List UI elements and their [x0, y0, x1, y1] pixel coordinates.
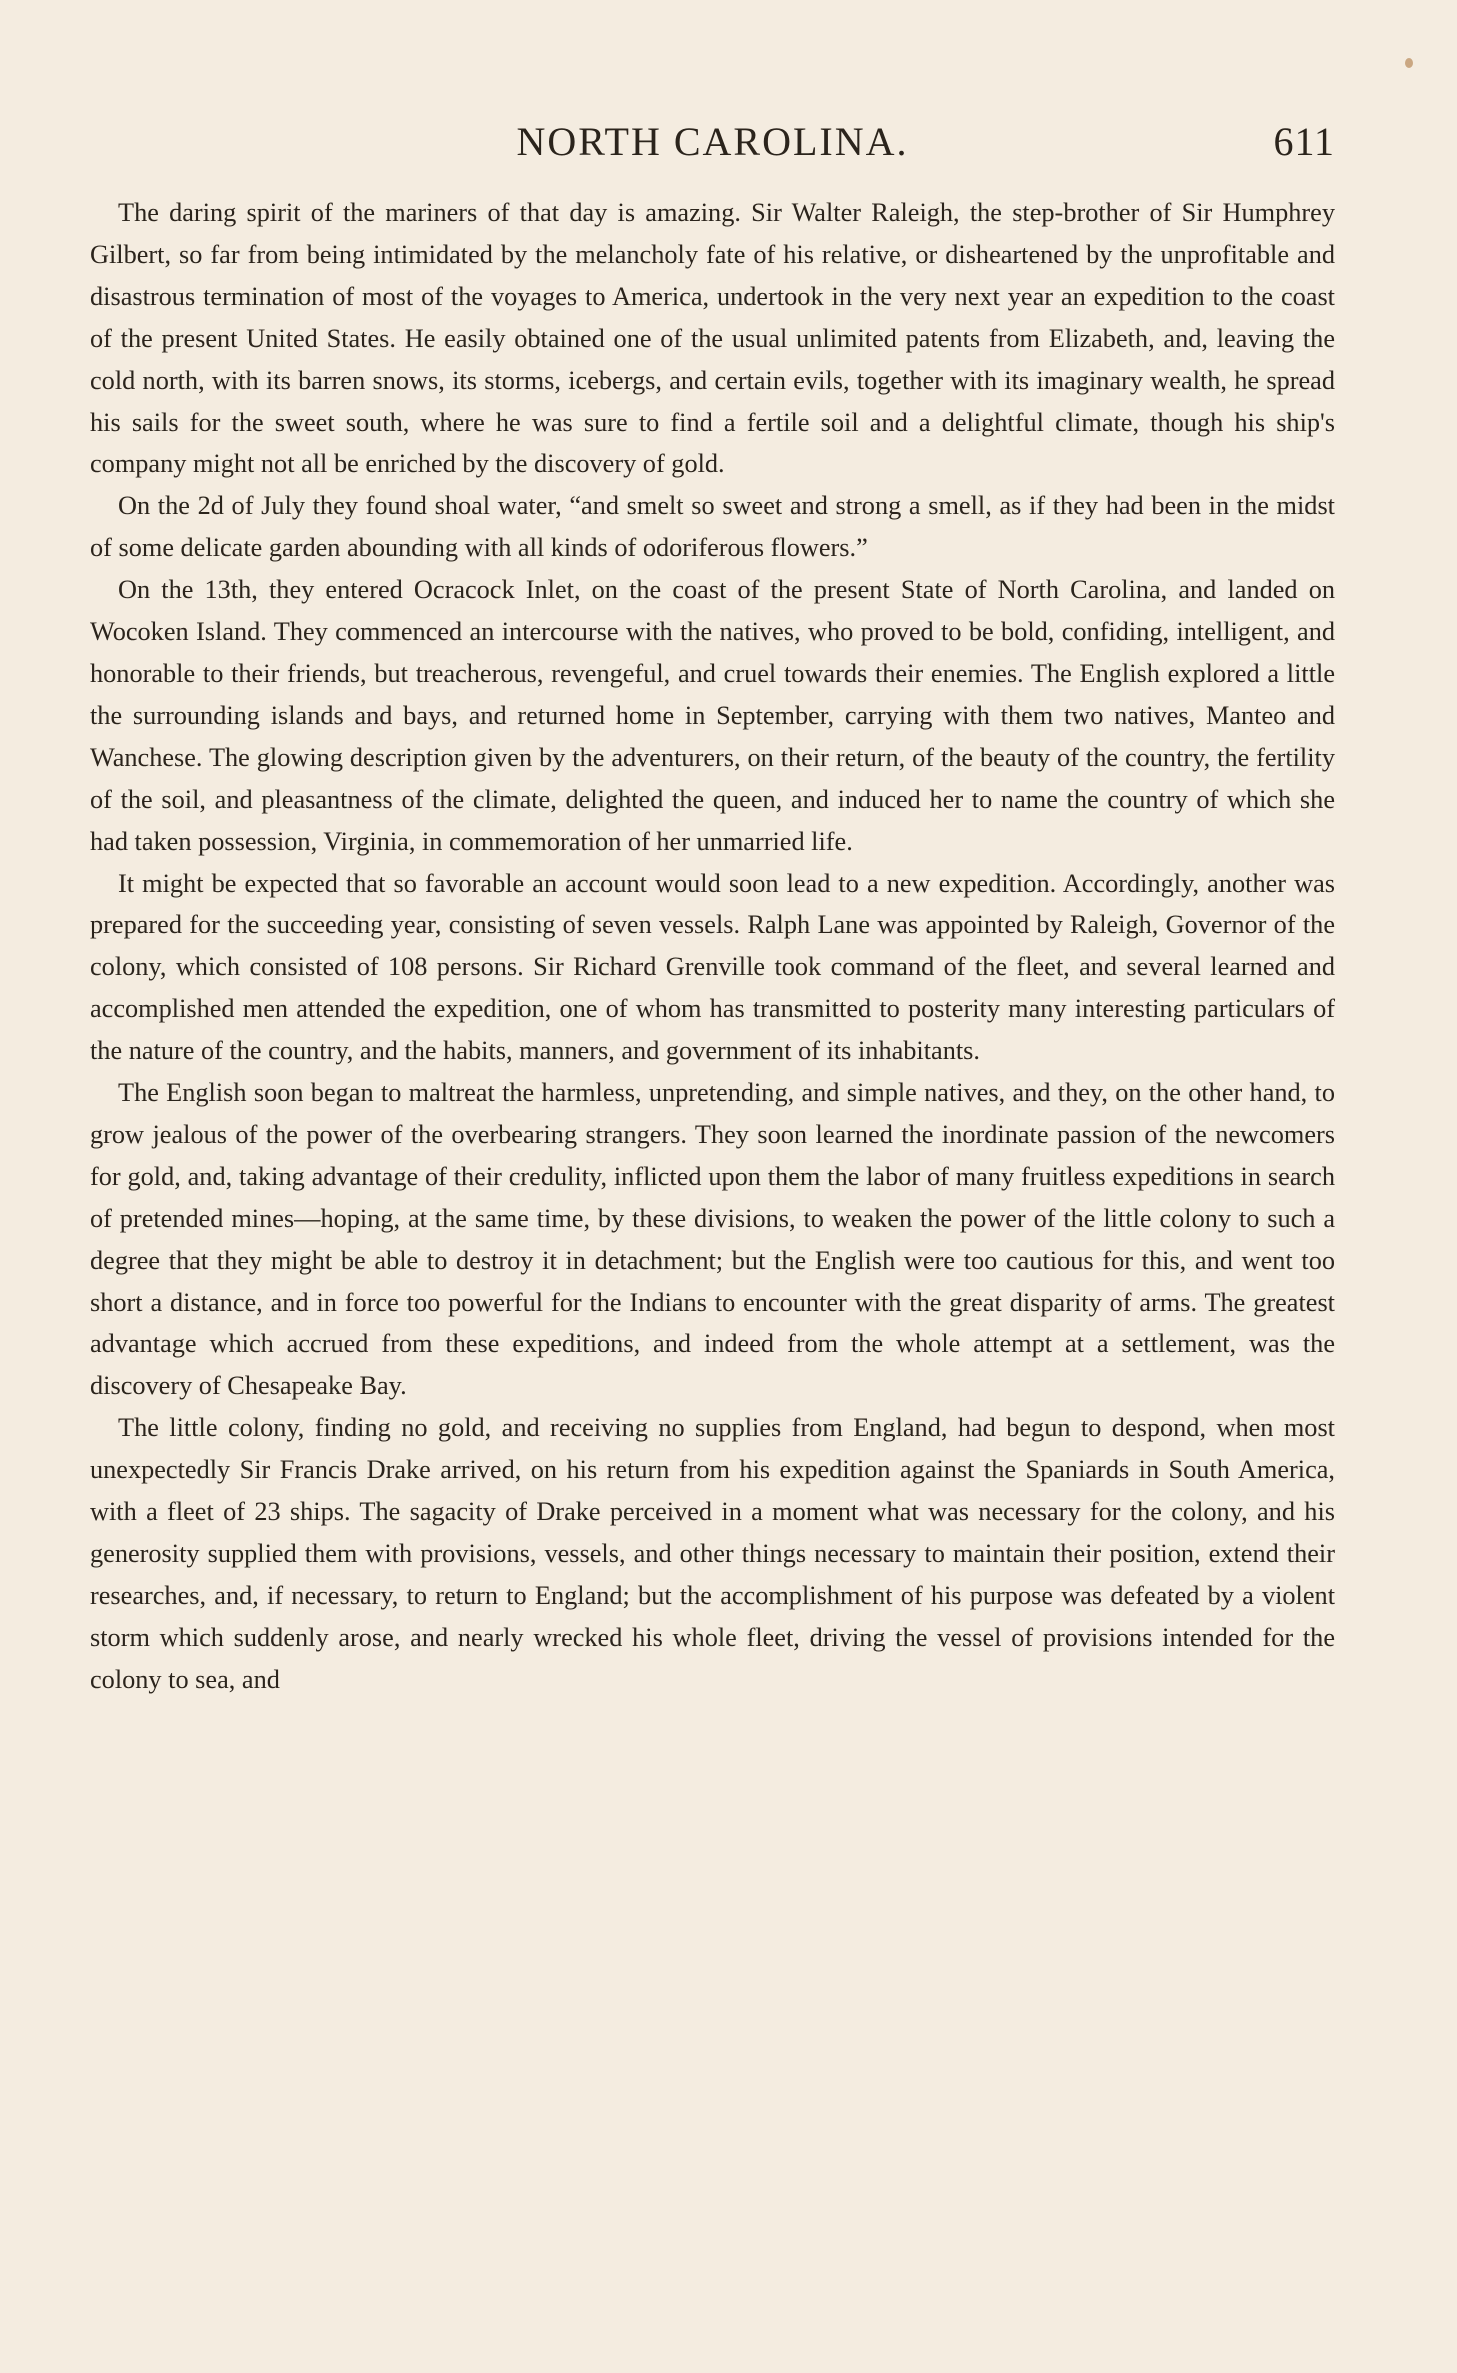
paragraph-2: On the 2d of July they found shoal water, “and smelt so sweet and strong a smell, as if they had been in the midst of some delicate garden abounding with all kinds of odoriferous flowers.” [90, 491, 1335, 563]
running-head-title: NORTH CAROLINA. [516, 119, 909, 164]
paragraph-5: The English soon began to maltreat the harmless, unpretending, and simple natives, and they, on the other hand, to grow jealous of the power of the overbearing strangers. They soon learned the inordinate passion of the newcomers for gold, and, taking advantage of their credulity, inflicted upon them the labor of many fruitless expeditions in search of pretended mines—hoping, at the same time, by these divisions, to weaken the power of the little colony to such a degree that they might be able to destroy it in detachment; but the English were too cautious for this, and went too short a distance, and in force too powerful for the Indians to encounter with the great disparity of arms. The greatest advantage which accrued from these expeditions, and indeed from the whole attempt at a settlement, was the discovery of Chesapeake Bay. [90, 1078, 1335, 1401]
paragraph-3: On the 13th, they entered Ocracock Inlet, on the coast of the present State of North Carolina, and landed on Wocoken Island. They commenced an intercourse with the natives, who proved to be bold, confiding, intelligent, and honorable to their friends, but treacherous, revengeful, and cruel towards their enemies. The English explored a little the surrounding islands and bays, and returned home in September, carrying with them two natives, Manteo and Wanchese. The glowing description given by the adventurers, on their return, of the beauty of the country, the fertility of the soil, and pleasantness of the climate, delighted the queen, and induced her to name the country of which she had taken possession, Virginia, in commemoration of her unmarried life. [90, 575, 1335, 856]
paragraph-6: The little colony, finding no gold, and receiving no supplies from England, had begun to despond, when most unexpectedly Sir Francis Drake arrived, on his return from his expedition against the Spaniards in South America, with a fleet of 23 ships. The sagacity of Drake perceived in a moment what was necessary for the colony, and his generosity supplied them with provisions, vessels, and other things necessary to maintain their position, extend their researches, and, if necessary, to return to England; but the accomplishment of his purpose was defeated by a violent storm which suddenly arose, and nearly wrecked his whole fleet, driving the vessel of provisions intended for the colony to sea, and [90, 1413, 1335, 1694]
body-text [90, 192, 1335, 1701]
page-header [90, 112, 1335, 172]
paragraph-1: The daring spirit of the mariners of that day is amazing. Sir Walter Raleigh, the step-brother of Sir Humphrey Gilbert, so far from being intimidated by the melancholy fate of his relative, or disheartened by the unprofitable and disastrous termination of most of the voyages to America, undertook in the very next year an expedition to the coast of the present United States. He easily obtained one of the usual unlimited patents from Elizabeth, and, leaving the cold north, with its barren snows, its storms, icebergs, and certain evils, together with its imaginary wealth, he spread his sails for the sweet south, where he was sure to find a fertile soil and a delightful climate, though his ship's company might not all be enriched by the discovery of gold. [90, 198, 1335, 479]
ink-spot [1405, 58, 1413, 68]
paragraph-4: It might be expected that so favorable an account would soon lead to a new expedition. Accordingly, another was prepared for the succeeding year, consisting of seven vessels. Ralph Lane was appointed by Raleigh, Governor of the colony, which consisted of 108 persons. Sir Richard Grenville took command of the fleet, and several learned and accomplished men attended the expedition, one of whom has transmitted to posterity many interesting particulars of the nature of the country, and the habits, manners, and government of its inhabitants. [90, 868, 1335, 1066]
page-number: 611 [1273, 119, 1335, 164]
